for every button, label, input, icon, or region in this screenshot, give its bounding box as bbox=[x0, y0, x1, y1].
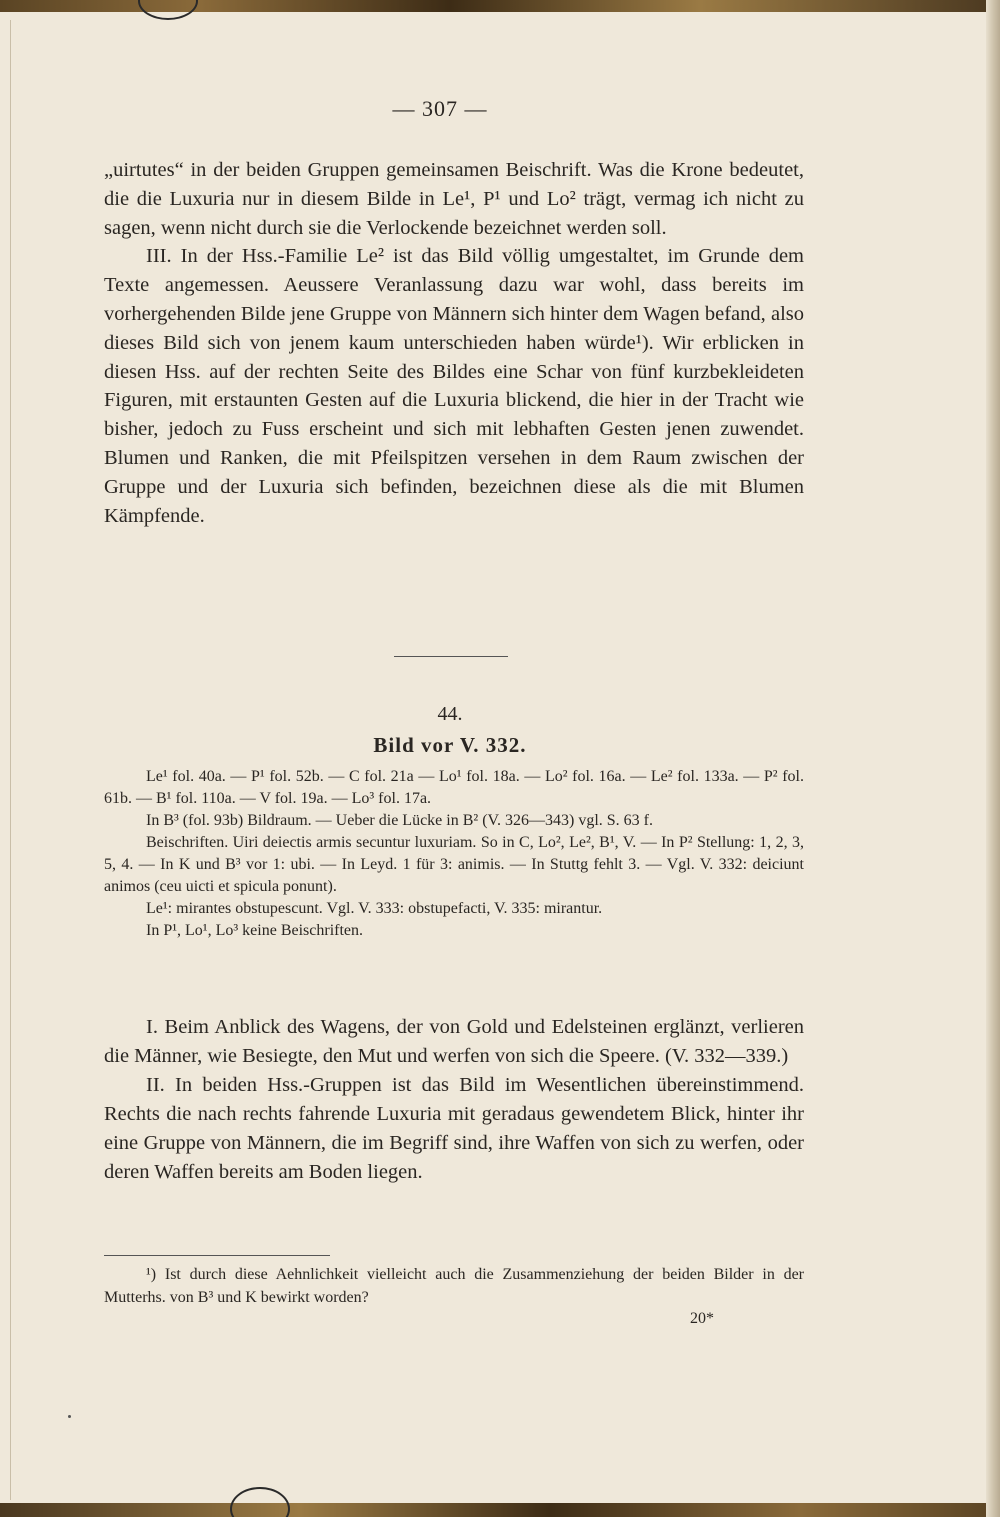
small-paragraph: In P¹, Lo¹, Lo³ keine Beischriften. bbox=[146, 922, 364, 939]
page-edge-right bbox=[986, 0, 1000, 1517]
small-paragraph: Beischriften. Uiri deiectis armis secuntur luxuriam. So in C, Lo², Le², B¹, V. — In P² Stellung: 1, 2, 3, 5, 4. — In K und B³ vor 1: ubi. — In Leyd. 1 für 3: animis. — In Stuttg fehlt 3. — Vgl. V. 332: deiciunt animos (ceu uicti et spicula ponunt). bbox=[104, 834, 804, 895]
section-title: Bild vor V. 332. bbox=[373, 733, 527, 757]
binding-ring-bottom bbox=[230, 1487, 290, 1517]
section-divider bbox=[394, 656, 508, 657]
book-cover-edge-bottom bbox=[0, 1503, 1000, 1517]
section-number: 44. bbox=[437, 703, 463, 725]
body-text bbox=[104, 156, 804, 530]
paper-speck bbox=[68, 1415, 71, 1418]
small-paragraph: Le¹: mirantes obstupescunt. Vgl. V. 333: obstupefacti, V. 335: mirantur. bbox=[146, 900, 603, 917]
paragraph: „uirtutes“ in der beiden Gruppen gemeinsamen Beischrift. Was die Krone bedeutet, die die Luxuria nur in diesem Bilde in Le¹, P¹ und Lo² trägt, vermag ich nicht zu sagen, wenn nicht durch sie die Verlockende bezeichnet werden soll. bbox=[104, 159, 804, 239]
spine-fold bbox=[10, 20, 11, 1500]
paragraph: III. In der Hss.-Familie Le² ist das Bild völlig umgestaltet, im Grunde dem Texte angemessen. Aeussere Veranlassung dazu war wohl, dass bereits im vorhergehenden Bilde jene Gruppe von Männern sich hinter dem Wagen befand, also dieses Bild sich von jenem kaum unterschieden haben würde¹). Wir erblicken in diesen Hss. auf der rechten Seite des Bildes eine Schar von fünf kurzbekleideten Figuren, mit erstaunten Gesten auf die Luxuria blickend, die hier in der Tracht wie bisher, jedoch zu Fuss erscheint und sich mit lebhaften Gesten jenen zuwendet. Blumen und Ranken, die mit Pfeilspitzen versehen in dem Raum zwischen der Gruppe und der Luxuria sich befinden, bezeichnen diese als die mit Blumen Kämpfende. bbox=[104, 245, 804, 527]
footnote bbox=[104, 1263, 804, 1309]
footnote-divider bbox=[104, 1255, 330, 1256]
binding-ring-top bbox=[138, 0, 198, 20]
source-notes bbox=[104, 766, 804, 942]
description-text bbox=[104, 1013, 804, 1187]
small-paragraph: Le¹ fol. 40a. — P¹ fol. 52b. — C fol. 21a — Lo¹ fol. 18a. — Lo² fol. 16a. — Le² fol. 133a. — P² fol. 61b. — B¹ fol. 110a. — V fol. 19a. — Lo³ fol. 17a. bbox=[104, 768, 804, 807]
paragraph: I. Beim Anblick des Wagens, der von Gold und Edelsteinen erglänzt, verlieren die Männer, wie Besiegte, den Mut und werfen von sich die Speere. (V. 332—339.) bbox=[104, 1016, 804, 1067]
footnote-text: ¹) Ist durch diese Aehnlichkeit vielleicht auch die Zusammenziehung der beiden Bilder in der Mutterhs. von B³ und K bewirkt worden? bbox=[104, 1266, 804, 1306]
paragraph: II. In beiden Hss.-Gruppen ist das Bild im Wesentlichen übereinstimmend. Rechts die nach rechts fahrende Luxuria mit geradaus gewendetem Blick, hinter ihr eine Gruppe von Männern, die im Begriff sind, ihre Waffen von sich zu werfen, oder deren Waffen bereits am Boden liegen. bbox=[104, 1074, 804, 1183]
printer-signature: 20* bbox=[690, 1310, 714, 1327]
page-number: — 307 — bbox=[392, 96, 488, 121]
small-paragraph: In B³ (fol. 93b) Bildraum. — Ueber die Lücke in B² (V. 326—343) vgl. S. 63 f. bbox=[146, 812, 654, 829]
